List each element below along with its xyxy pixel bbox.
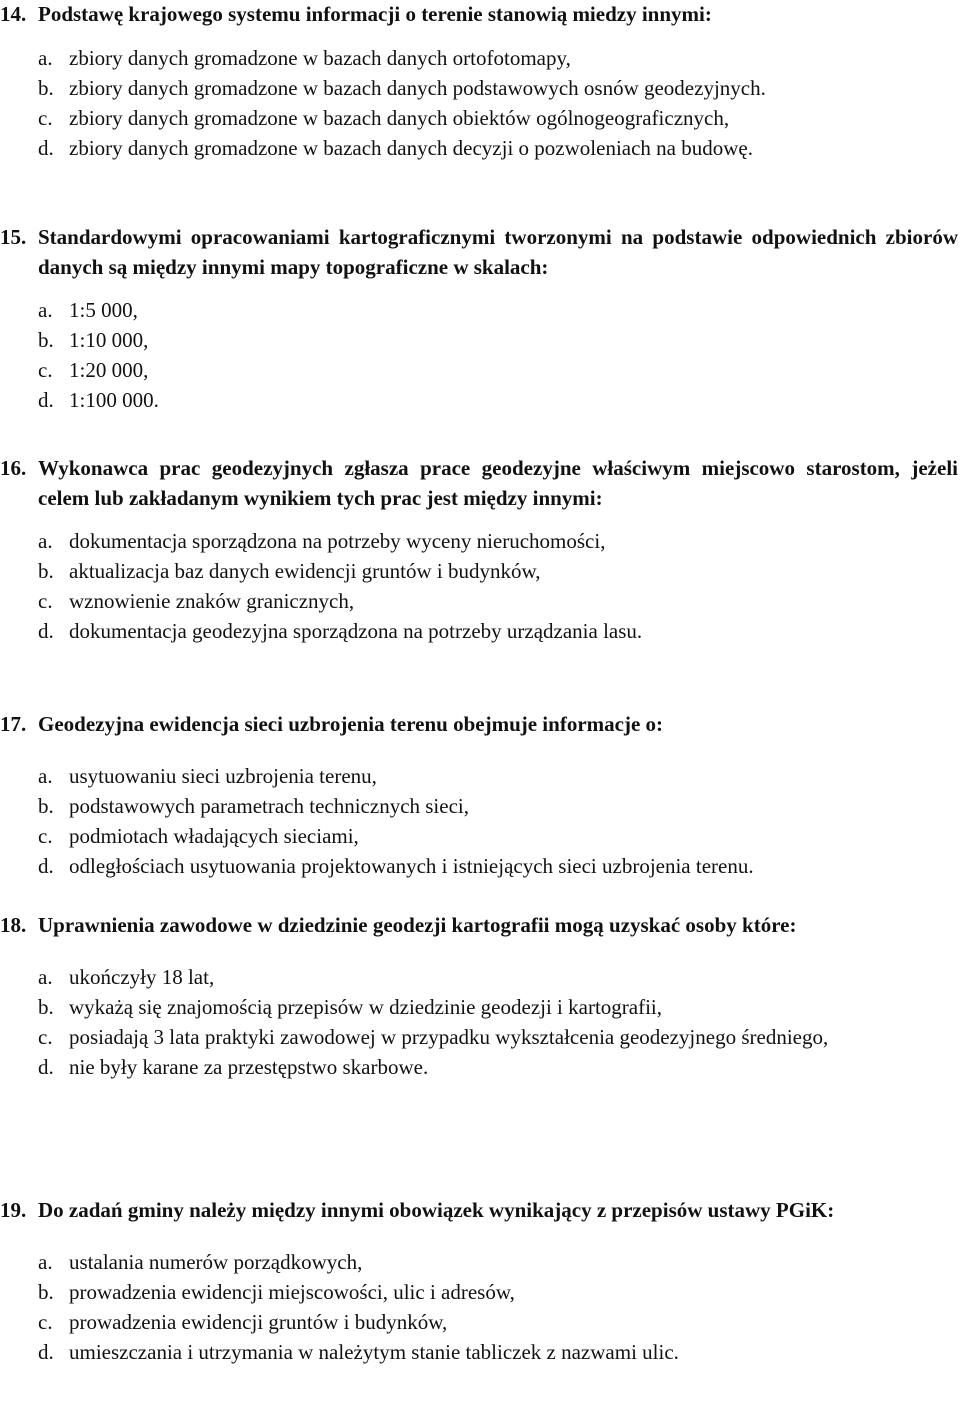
option-c xyxy=(0,103,958,133)
question-14 xyxy=(0,0,958,163)
option-text: odległościach usytuowania projektowanych i istniejących sieci uzbrojenia terenu. xyxy=(69,854,754,878)
option-letter: b. xyxy=(38,559,54,583)
option-d xyxy=(0,133,958,163)
option-letter: c. xyxy=(38,358,53,382)
option-letter: a. xyxy=(38,965,53,989)
option-a xyxy=(0,1247,958,1277)
option-text: ukończyły 18 lat, xyxy=(69,965,215,989)
option-text: wznowienie znaków granicznych, xyxy=(69,589,355,613)
option-letter: d. xyxy=(38,854,54,878)
question-text: Standardowymi opracowaniami kartograficznymi tworzonymi na podstawie odpowiednich zbiorów danych są między innymi mapy topograficzne w skalach: xyxy=(38,225,958,279)
option-text: aktualizacja baz danych ewidencji gruntów i budynków, xyxy=(69,559,541,583)
option-text: wykażą się znajomością przepisów w dziedzinie geodezji i kartografii, xyxy=(69,995,663,1019)
option-letter: a. xyxy=(38,46,53,70)
option-text: 1:100 000. xyxy=(69,388,159,412)
option-letter: a. xyxy=(38,1250,53,1274)
option-text: prowadzenia ewidencji gruntów i budynków, xyxy=(69,1310,448,1334)
question-heading xyxy=(0,709,958,739)
option-d xyxy=(0,385,958,415)
option-text: usytuowaniu sieci uzbrojenia terenu, xyxy=(69,764,377,788)
option-letter: a. xyxy=(38,529,53,553)
option-c xyxy=(0,1022,958,1052)
option-letter: d. xyxy=(38,388,54,412)
option-text: dokumentacja sporządzona na potrzeby wyceny nieruchomości, xyxy=(69,529,606,553)
option-letter: b. xyxy=(38,995,54,1019)
option-text: zbiory danych gromadzone w bazach danych podstawowych osnów geodezyjnych. xyxy=(69,76,766,100)
option-text: zbiory danych gromadzone w bazach danych obiektów ogólnogeograficznych, xyxy=(69,106,730,130)
option-text: zbiory danych gromadzone w bazach danych decyzji o pozwoleniach na budowę. xyxy=(69,136,753,160)
option-b xyxy=(0,325,958,355)
option-text: umieszczania i utrzymania w należytym stanie tabliczek z nazwami ulic. xyxy=(69,1340,679,1364)
question-16 xyxy=(0,453,958,646)
option-a xyxy=(0,526,958,556)
option-text: podmiotach władających sieciami, xyxy=(69,824,359,848)
option-b xyxy=(0,73,958,103)
option-letter: d. xyxy=(38,619,54,643)
option-letter: b. xyxy=(38,794,54,818)
question-15 xyxy=(0,222,958,415)
question-heading xyxy=(0,1195,958,1225)
option-text: 1:20 000, xyxy=(69,358,149,382)
question-19 xyxy=(0,1195,958,1367)
question-text: Podstawę krajowego systemu informacji o terenie stanowią miedzy innymi: xyxy=(38,2,712,26)
option-text: posiadają 3 lata praktyki zawodowej w przypadku wykształcenia geodezyjnego średniego, xyxy=(69,1025,829,1049)
question-heading xyxy=(0,910,958,940)
option-text: podstawowych parametrach technicznych sieci, xyxy=(69,794,469,818)
option-d xyxy=(0,851,958,881)
option-text: ustalania numerów porządkowych, xyxy=(69,1250,363,1274)
option-letter: d. xyxy=(38,1055,54,1079)
option-text: nie były karane za przestępstwo skarbowe. xyxy=(69,1055,429,1079)
option-letter: d. xyxy=(38,1340,54,1364)
options-list xyxy=(0,962,958,1082)
question-number: 16. xyxy=(0,456,27,480)
option-letter: b. xyxy=(38,1280,54,1304)
question-heading xyxy=(0,0,958,29)
option-a xyxy=(0,962,958,992)
option-letter: a. xyxy=(38,764,53,788)
option-letter: c. xyxy=(38,106,53,130)
question-number: 18. xyxy=(0,913,27,937)
option-letter: c. xyxy=(38,824,53,848)
option-text: zbiory danych gromadzone w bazach danych ortofotomapy, xyxy=(69,46,571,70)
question-18 xyxy=(0,910,958,1082)
option-c xyxy=(0,586,958,616)
question-text: Wykonawca prac geodezyjnych zgłasza prace geodezyjne właściwym miejscowo starostom, jeżeli celem lub zakładanym wynikiem tych prac jest między innymi: xyxy=(38,456,958,510)
option-letter: b. xyxy=(38,328,54,352)
option-d xyxy=(0,616,958,646)
options-list xyxy=(0,43,958,163)
question-number: 14. xyxy=(0,2,27,26)
option-text: prowadzenia ewidencji miejscowości, ulic i adresów, xyxy=(69,1280,515,1304)
option-letter: b. xyxy=(38,76,54,100)
option-b xyxy=(0,1277,958,1307)
option-letter: c. xyxy=(38,1025,53,1049)
option-text: 1:10 000, xyxy=(69,328,149,352)
question-number: 19. xyxy=(0,1198,27,1222)
question-text: Uprawnienia zawodowe w dziedzinie geodezji kartografii mogą uzyskać osoby które: xyxy=(38,913,797,937)
question-text: Geodezyjna ewidencja sieci uzbrojenia terenu obejmuje informacje o: xyxy=(38,712,664,736)
option-text: dokumentacja geodezyjna sporządzona na potrzeby urządzania lasu. xyxy=(69,619,643,643)
question-17 xyxy=(0,709,958,881)
option-letter: c. xyxy=(38,589,53,613)
option-a xyxy=(0,295,958,325)
option-c xyxy=(0,355,958,385)
option-text: 1:5 000, xyxy=(69,298,138,322)
option-letter: a. xyxy=(38,298,53,322)
option-letter: d. xyxy=(38,136,54,160)
question-heading xyxy=(0,453,958,513)
option-c xyxy=(0,1307,958,1337)
option-d xyxy=(0,1337,958,1367)
question-number: 17. xyxy=(0,712,27,736)
options-list xyxy=(0,526,958,646)
option-b xyxy=(0,992,958,1022)
options-list xyxy=(0,1247,958,1367)
options-list xyxy=(0,761,958,881)
option-b xyxy=(0,556,958,586)
option-a xyxy=(0,761,958,791)
question-heading xyxy=(0,222,958,282)
option-d xyxy=(0,1052,958,1082)
option-b xyxy=(0,791,958,821)
option-letter: c. xyxy=(38,1310,53,1334)
question-text: Do zadań gminy należy między innymi obowiązek wynikający z przepisów ustawy PGiK: xyxy=(38,1198,835,1222)
option-a xyxy=(0,43,958,73)
options-list xyxy=(0,295,958,415)
question-number: 15. xyxy=(0,225,27,249)
option-c xyxy=(0,821,958,851)
